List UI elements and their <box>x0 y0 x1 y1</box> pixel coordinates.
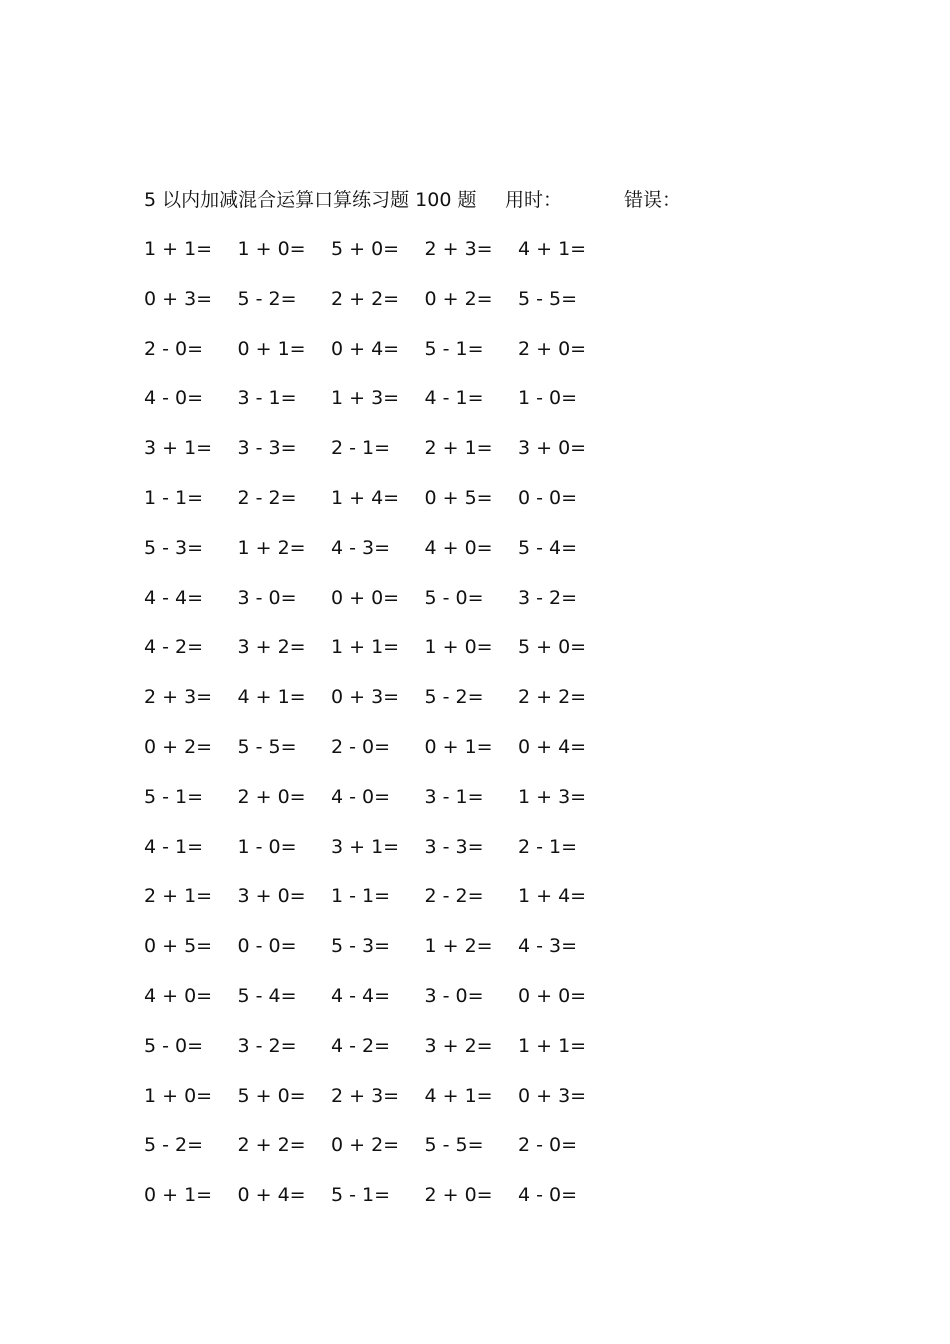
problem-item: 0 - 0= <box>237 935 297 958</box>
problem-item: 0 + 4= <box>331 337 400 360</box>
problem-item: 5 - 5= <box>518 287 578 310</box>
problem-item: 0 + 5= <box>144 935 213 958</box>
problem-item: 2 + 0= <box>518 337 587 360</box>
problem-row <box>144 531 664 565</box>
problem-item: 5 + 0= <box>331 238 400 260</box>
problem-item: 2 + 0= <box>237 785 306 808</box>
problem-item: 0 + 0= <box>331 586 400 609</box>
problem-item: 3 + 2= <box>424 1034 493 1057</box>
problem-item: 2 + 3= <box>424 238 493 260</box>
problem-item: 0 + 2= <box>144 736 213 758</box>
problem-item: 1 + 4= <box>518 885 587 908</box>
problem-item: 0 + 3= <box>331 686 400 709</box>
problem-item: 1 + 2= <box>424 935 493 958</box>
problem-item: 2 + 3= <box>331 1084 400 1107</box>
problem-item: 5 + 0= <box>237 1084 306 1107</box>
problem-item: 2 - 2= <box>237 487 297 509</box>
problem-item: 3 - 3= <box>424 835 484 858</box>
problem-row <box>144 481 664 515</box>
time-used-label: 用时： <box>505 189 563 211</box>
problem-item: 1 + 0= <box>144 1084 213 1107</box>
problem-item: 4 + 1= <box>237 686 306 709</box>
problem-item: 4 - 4= <box>331 985 391 1007</box>
problem-item: 4 - 0= <box>331 785 391 808</box>
problem-item: 3 + 1= <box>144 437 213 460</box>
problem-item: 5 - 0= <box>424 586 484 609</box>
problem-row <box>144 1128 664 1162</box>
problem-item: 4 + 1= <box>424 1084 493 1107</box>
problem-item: 2 + 3= <box>144 686 213 709</box>
problem-item: 1 + 1= <box>518 1034 587 1057</box>
problem-row <box>144 680 664 714</box>
problem-item: 5 - 3= <box>331 935 391 958</box>
error-count-label: 错误： <box>624 189 682 211</box>
problem-row <box>144 830 664 864</box>
problem-item: 2 - 2= <box>424 885 484 908</box>
problem-item: 5 - 4= <box>518 536 578 559</box>
problem-item: 3 - 3= <box>237 437 297 460</box>
problem-item: 1 - 1= <box>331 885 391 908</box>
problem-item: 2 + 1= <box>144 885 213 908</box>
problem-item: 0 + 1= <box>237 337 306 360</box>
problem-item: 1 - 1= <box>144 487 204 509</box>
problem-item: 5 - 2= <box>424 686 484 709</box>
problem-item: 0 + 1= <box>144 1184 213 1207</box>
problem-item: 5 - 1= <box>144 785 204 808</box>
problem-item: 0 - 0= <box>518 487 578 509</box>
problem-row <box>144 1178 664 1212</box>
problem-item: 4 - 2= <box>331 1034 391 1057</box>
problem-row <box>144 581 664 615</box>
problem-row <box>144 879 664 913</box>
problem-item: 5 - 1= <box>424 337 484 360</box>
problem-item: 1 + 0= <box>237 238 306 260</box>
problem-item: 2 + 1= <box>424 437 493 460</box>
problem-item: 2 - 0= <box>518 1134 578 1157</box>
problem-item: 4 + 0= <box>424 536 493 559</box>
problem-item: 5 - 0= <box>144 1034 204 1057</box>
problem-row <box>144 381 664 415</box>
problem-item: 0 + 4= <box>518 736 587 758</box>
problem-item: 2 + 2= <box>331 287 400 310</box>
problem-item: 5 - 3= <box>144 536 204 559</box>
problem-item: 0 + 2= <box>424 287 493 310</box>
problem-item: 0 + 0= <box>518 985 587 1007</box>
problem-item: 4 - 2= <box>144 636 204 659</box>
problem-row <box>144 1029 664 1063</box>
problem-row <box>144 282 664 316</box>
problem-item: 2 - 1= <box>331 437 391 460</box>
problem-item: 3 - 2= <box>518 586 578 609</box>
problem-item: 4 - 4= <box>144 586 204 609</box>
problem-item: 2 - 0= <box>144 337 204 360</box>
problem-item: 0 + 4= <box>237 1184 306 1207</box>
problem-item: 3 - 1= <box>424 785 484 808</box>
problem-item: 4 - 1= <box>424 387 484 410</box>
problem-item: 3 - 1= <box>237 387 297 410</box>
problem-row <box>144 730 664 764</box>
problem-item: 4 + 1= <box>518 238 587 260</box>
problem-item: 5 - 1= <box>331 1184 391 1207</box>
problem-item: 5 - 4= <box>237 985 297 1007</box>
problem-grid <box>144 232 664 1232</box>
problem-item: 4 - 3= <box>518 935 578 958</box>
problem-item: 4 - 3= <box>331 536 391 559</box>
problem-item: 3 - 2= <box>237 1034 297 1057</box>
problem-item: 3 + 0= <box>518 437 587 460</box>
problem-item: 5 - 2= <box>144 1134 204 1157</box>
problem-item: 1 - 0= <box>237 835 297 858</box>
problem-item: 1 + 1= <box>331 636 400 659</box>
problem-item: 0 + 3= <box>518 1084 587 1107</box>
problem-item: 1 + 3= <box>518 785 587 808</box>
problem-item: 2 - 0= <box>331 736 391 758</box>
problem-item: 5 - 5= <box>237 736 297 758</box>
worksheet-header <box>144 184 844 216</box>
problem-item: 3 + 1= <box>331 835 400 858</box>
problem-item: 5 - 5= <box>424 1134 484 1157</box>
problem-row <box>144 232 664 266</box>
problem-item: 2 - 1= <box>518 835 578 858</box>
problem-item: 3 - 0= <box>237 586 297 609</box>
problem-item: 1 - 0= <box>518 387 578 410</box>
problem-item: 2 + 2= <box>237 1134 306 1157</box>
problem-item: 1 + 0= <box>424 636 493 659</box>
problem-item: 5 + 0= <box>518 636 587 659</box>
worksheet-title: 5 以内加减混合运算口算练习题 100 题 <box>144 189 477 211</box>
problem-item: 0 + 3= <box>144 287 213 310</box>
problem-item: 1 + 4= <box>331 487 400 509</box>
problem-item: 5 - 2= <box>237 287 297 310</box>
problem-row <box>144 431 664 465</box>
problem-item: 0 + 1= <box>424 736 493 758</box>
problem-row <box>144 979 664 1013</box>
problem-item: 0 + 2= <box>331 1134 400 1157</box>
problem-row <box>144 332 664 366</box>
problem-item: 1 + 3= <box>331 387 400 410</box>
problem-item: 4 - 1= <box>144 835 204 858</box>
problem-row <box>144 1079 664 1113</box>
problem-item: 3 - 0= <box>424 985 484 1007</box>
problem-item: 4 + 0= <box>144 985 213 1007</box>
problem-row <box>144 929 664 963</box>
problem-item: 2 + 0= <box>424 1184 493 1207</box>
problem-item: 1 + 2= <box>237 536 306 559</box>
problem-item: 3 + 2= <box>237 636 306 659</box>
problem-item: 0 + 5= <box>424 487 493 509</box>
problem-row <box>144 780 664 814</box>
problem-item: 4 - 0= <box>144 387 204 410</box>
problem-row <box>144 630 664 664</box>
problem-item: 2 + 2= <box>518 686 587 709</box>
problem-item: 3 + 0= <box>237 885 306 908</box>
problem-item: 1 + 1= <box>144 238 213 260</box>
problem-item: 4 - 0= <box>518 1184 578 1207</box>
